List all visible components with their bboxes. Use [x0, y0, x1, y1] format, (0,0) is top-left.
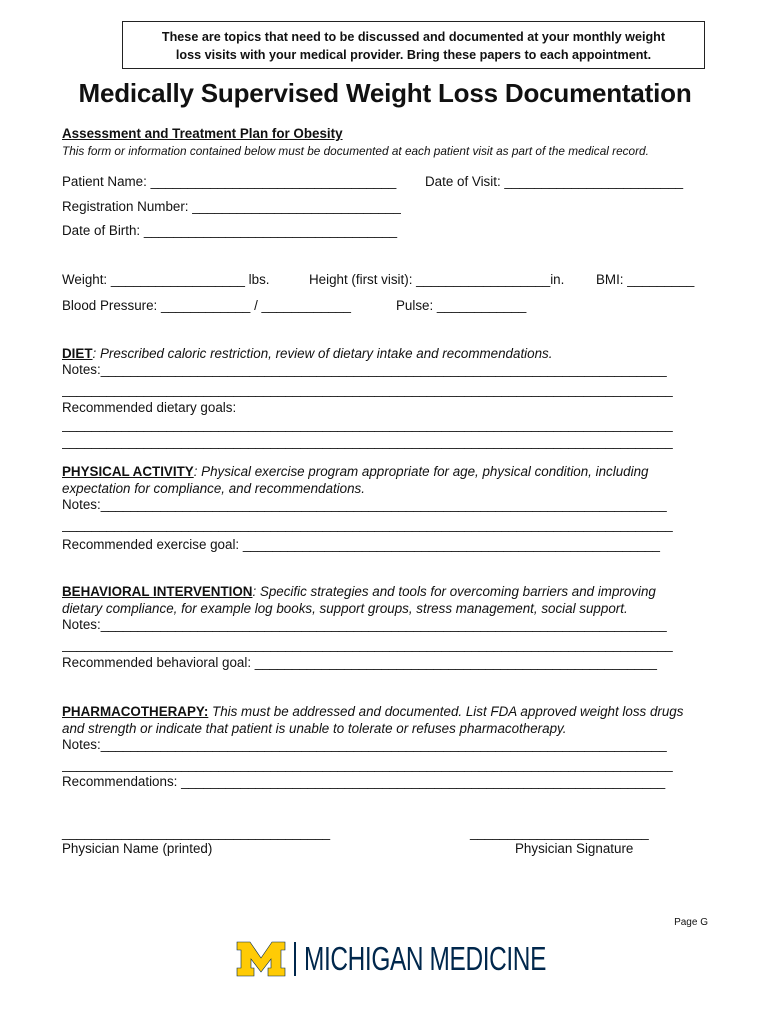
diet-description: : Prescribed caloric restriction, review of dietary intake and recommendations.	[92, 346, 553, 361]
physical-activity-notes-field[interactable]: Notes:____________________________________________________________________________	[62, 497, 667, 512]
pharmacotherapy-description-1: This must be addressed and documented. List FDA approved weight loss drugs	[208, 704, 684, 719]
behavioral-description-1: : Specific strategies and tools for overcoming barriers and improving	[252, 584, 656, 599]
pharmacotherapy-description-2: and strength or indicate that patient is unable to tolerate or refuses pharmacotherapy.	[62, 721, 567, 736]
page-number: Page G	[674, 917, 708, 928]
physical-activity-label: PHYSICAL ACTIVITY	[62, 464, 194, 479]
instructions-line-1: These are topics that need to be discussed and documented at your monthly weight	[161, 30, 666, 44]
weight-field[interactable]: Weight: __________________ lbs.	[62, 272, 270, 287]
physician-name-line[interactable]: ____________________________________	[62, 825, 331, 840]
date-of-birth-field[interactable]: Date of Birth: __________________________________	[62, 223, 398, 238]
behavioral-notes-line[interactable]: __________________________________________________________________________________	[62, 637, 673, 652]
recommendations-field[interactable]: Recommendations: _________________________________________________________________	[62, 774, 666, 789]
page-title: Medically Supervised Weight Loss Documentation	[78, 78, 692, 108]
diet-heading	[62, 346, 552, 362]
behavioral-goal-field[interactable]: Recommended behavioral goal: ______________________________________________________	[62, 655, 657, 670]
behavioral-notes-field[interactable]: Notes:____________________________________________________________________________	[62, 617, 667, 632]
physician-name-label: Physician Name (printed)	[62, 841, 213, 856]
pharmacotherapy-heading	[62, 704, 683, 720]
date-of-visit-field[interactable]: Date of Visit: ________________________	[425, 174, 684, 189]
behavioral-heading	[62, 584, 656, 600]
block-m-icon	[236, 941, 286, 977]
physical-activity-notes-line[interactable]: __________________________________________________________________________________	[62, 517, 673, 532]
physician-signature-label: Physician Signature	[515, 841, 634, 856]
pharmacotherapy-label: PHARMACOTHERAPY:	[62, 704, 209, 719]
logo-divider	[294, 942, 296, 976]
diet-goals-line-2[interactable]: __________________________________________________________________________________	[62, 434, 673, 449]
diet-notes-field[interactable]: Notes:____________________________________________________________________________	[62, 362, 667, 377]
registration-number-field[interactable]: Registration Number: ____________________________	[62, 199, 401, 214]
diet-notes-line[interactable]: __________________________________________________________________________________	[62, 382, 673, 397]
diet-goals-label: Recommended dietary goals:	[62, 400, 237, 415]
pharmacotherapy-notes-field[interactable]: Notes:____________________________________________________________________________	[62, 737, 667, 752]
bmi-field[interactable]: BMI: _________	[596, 272, 695, 287]
diet-goals-line-1[interactable]: __________________________________________________________________________________	[62, 417, 673, 432]
patient-name-field[interactable]: Patient Name: _________________________________	[62, 174, 397, 189]
michigan-medicine-logo	[236, 939, 631, 979]
section-note: This form or information contained below must be documented at each patient visit as part of the medical record.	[62, 144, 649, 158]
physical-activity-heading	[62, 464, 648, 480]
behavioral-label: BEHAVIORAL INTERVENTION	[62, 584, 253, 599]
instructions-line-2: loss visits with your medical provider. Bring these papers to each appointment.	[175, 48, 652, 62]
blood-pressure-field[interactable]: Blood Pressure: ____________ / ____________	[62, 298, 351, 313]
instructions-box	[122, 21, 705, 69]
physician-signature-line[interactable]: ________________________	[470, 825, 649, 840]
physical-activity-description-2: expectation for compliance, and recommendations.	[62, 481, 365, 496]
physical-activity-description-1: : Physical exercise program appropriate for age, physical condition, including	[193, 464, 649, 479]
pharmacotherapy-notes-line[interactable]: __________________________________________________________________________________	[62, 757, 673, 772]
pulse-field[interactable]: Pulse: ____________	[396, 298, 527, 313]
height-field[interactable]: Height (first visit): __________________in.	[309, 272, 565, 287]
diet-label: DIET	[62, 346, 93, 361]
exercise-goal-field[interactable]: Recommended exercise goal: ________________________________________________________	[62, 537, 660, 552]
logo-text: MICHIGAN MEDICINE	[304, 940, 546, 977]
behavioral-description-2: dietary compliance, for example log books, support groups, stress management, social support.	[62, 601, 628, 616]
section-heading: Assessment and Treatment Plan for Obesity	[62, 126, 343, 141]
